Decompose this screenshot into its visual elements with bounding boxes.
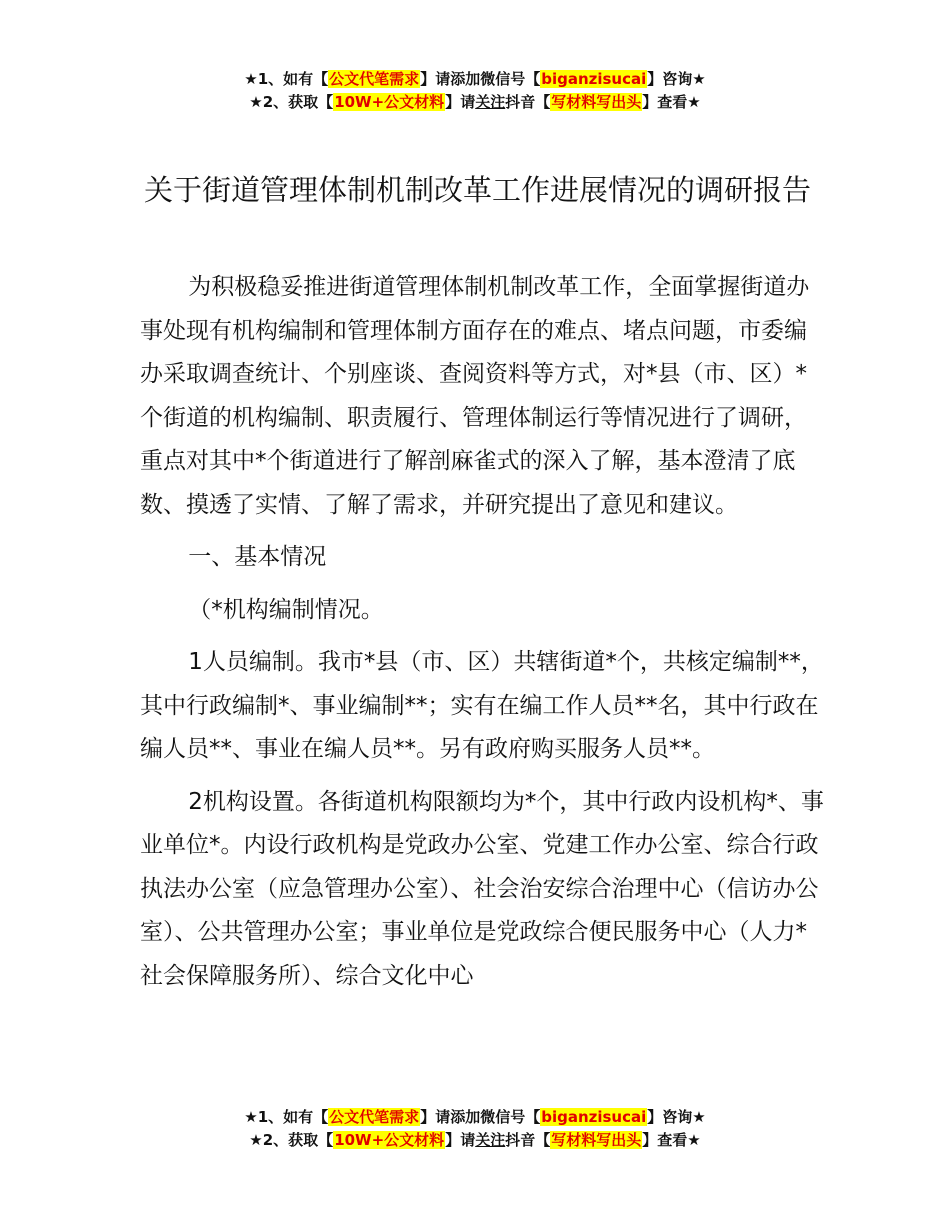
banner-line-1 xyxy=(0,68,950,91)
banner-text: 】查看★ xyxy=(642,1131,701,1149)
paragraph-organization: 2机构设置。各街道机构限额均为*个，其中行政内设机构*、事业单位*。内设行政机构是党政办公室、党建工作办公室、综合行政执法办公室（应急管理办公室）、社会治安综合治理中心（信访办公室）、公共管理办公室；事业单位是党政综合便民服务中心（人力*社会保障服务所）、综合文化中心 xyxy=(140,788,824,989)
highlight-wechat-id: biganzisucai xyxy=(541,1108,647,1126)
banner-text: ★1、如有【 xyxy=(244,1108,329,1126)
banner-text: 】请 xyxy=(445,93,476,111)
footer-banner xyxy=(0,1106,950,1152)
banner-text: ★2、获取【 xyxy=(249,93,334,111)
banner-text: 】请添加微信号【 xyxy=(420,1108,541,1126)
subsection-heading: （*机构编制情况。 xyxy=(188,596,384,623)
banner-text: 抖音【 xyxy=(505,93,551,111)
document-title: 关于街道管理体制机制改革工作进展情况的调研报告 xyxy=(143,173,811,207)
banner-line-1 xyxy=(0,1106,950,1129)
banner-text: 】咨询★ xyxy=(647,70,706,88)
highlight-wechat-id: biganzisucai xyxy=(541,70,647,88)
banner-text: 】请 xyxy=(445,1131,476,1149)
banner-text: ★2、获取【 xyxy=(249,1131,334,1149)
banner-text: 】请添加微信号【 xyxy=(420,70,541,88)
follow-text: 关注 xyxy=(475,93,506,111)
banner-text: 】查看★ xyxy=(642,93,701,111)
paragraph-intro: 为积极稳妥推进街道管理体制机制改革工作，全面掌握街道办事处现有机构编制和管理体制方面存在的难点、堵点问题，市委编办采取调查统计、个别座谈、查阅资料等方式，对*县（市、区）*个街道的机构编制、职责履行、管理体制运行等情况进行了调研，重点对其中*个街道进行了解剖麻雀式的深入了解，基本澄清了底数、摸透了实情、了解了需求，并研究提出了意见和建议。 xyxy=(140,274,810,518)
banner-line-2 xyxy=(0,91,950,114)
banner-line-2 xyxy=(0,1129,950,1152)
header-banner xyxy=(0,68,950,114)
highlight-materials: 10W+公文材料 xyxy=(334,1131,445,1149)
banner-text: 】咨询★ xyxy=(647,1108,706,1126)
highlight-service: 公文代笔需求 xyxy=(329,70,420,88)
highlight-materials: 10W+公文材料 xyxy=(334,93,445,111)
section-heading: 一、基本情况 xyxy=(188,544,327,570)
banner-text: ★1、如有【 xyxy=(244,70,329,88)
follow-text: 关注 xyxy=(475,1131,506,1149)
highlight-service: 公文代笔需求 xyxy=(329,1108,420,1126)
highlight-account: 写材料写出头 xyxy=(551,93,642,111)
highlight-account: 写材料写出头 xyxy=(551,1131,642,1149)
banner-text: 抖音【 xyxy=(505,1131,551,1149)
document-body xyxy=(140,266,825,1007)
paragraph-staffing: 1人员编制。我市*县（市、区）共辖街道*个，共核定编制**，其中行政编制*、事业编制**；实有在编工作人员**名，其中行政在编人员**、事业在编人员**。另有政府购买服务人员**。 xyxy=(140,649,824,762)
